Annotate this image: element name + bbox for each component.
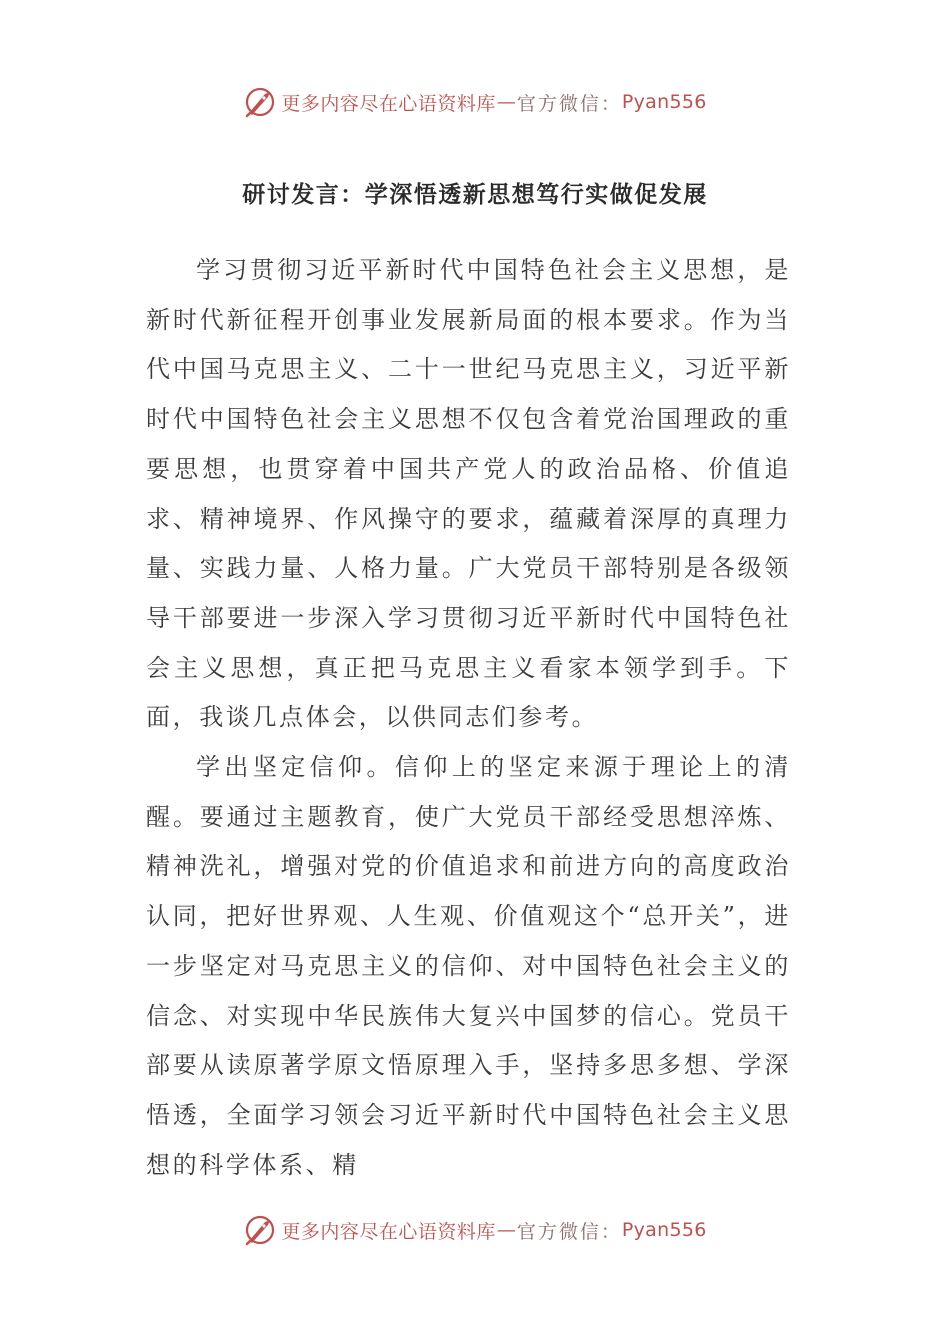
banner-wechat-id: Pyan556 xyxy=(621,91,707,113)
document-title: 研讨发言：学深悟透新思想笃行实做促发展 xyxy=(242,182,708,208)
document-body xyxy=(146,246,791,1190)
paragraph: 学习贯彻习近平新时代中国特色社会主义思想，是新时代新征程开创事业发展新局面的根本要求。作为当代中国马克思主义、二十一世纪马克思主义，习近平新时代中国特色社会主义思想不仅包含着党治国理政的重要思想，也贯穿着中国共产党人的政治品格、价值追求、精神境界、作风操守的要求，蕴藏着深厚的真理力量、实践力量、人格力量。广大党员干部特别是各级领导干部要进一步深入学习贯彻习近平新时代中国特色社会主义思想，真正把马克思主义看家本领学到手。下面，我谈几点体会，以供同志们参考。 xyxy=(146,256,791,732)
banner-wechat-label: 官方微信： xyxy=(516,92,622,115)
pen-nib-logo-icon xyxy=(243,1213,277,1247)
banner-dash: — xyxy=(496,1219,516,1241)
banner-wechat-id: Pyan556 xyxy=(621,1219,707,1241)
header-banner xyxy=(0,82,950,122)
pen-nib-logo-icon xyxy=(243,85,277,119)
banner-brand-text: 更多内容尽在心语资料库 xyxy=(281,1220,496,1243)
footer-banner xyxy=(0,1210,950,1250)
banner-brand-text: 更多内容尽在心语资料库 xyxy=(281,92,496,115)
banner-dash: — xyxy=(496,91,516,113)
paragraph: 学出坚定信仰。信仰上的坚定来源于理论上的清醒。要通过主题教育，使广大党员干部经受思想淬炼、精神洗礼，增强对党的价值追求和前进方向的高度政治认同，把好世界观、人生观、价值观这个“总开关”，进一步坚定对马克思主义的信仰、对中国特色社会主义的信念、对实现中华民族伟大复兴中国梦的信心。党员干部要从读原著学原文悟原理入手，坚持多思多想、学深悟透，全面学习领会习近平新时代中国特色社会主义思想的科学体系、精 xyxy=(146,753,791,1179)
banner-wechat-label: 官方微信： xyxy=(516,1220,622,1243)
